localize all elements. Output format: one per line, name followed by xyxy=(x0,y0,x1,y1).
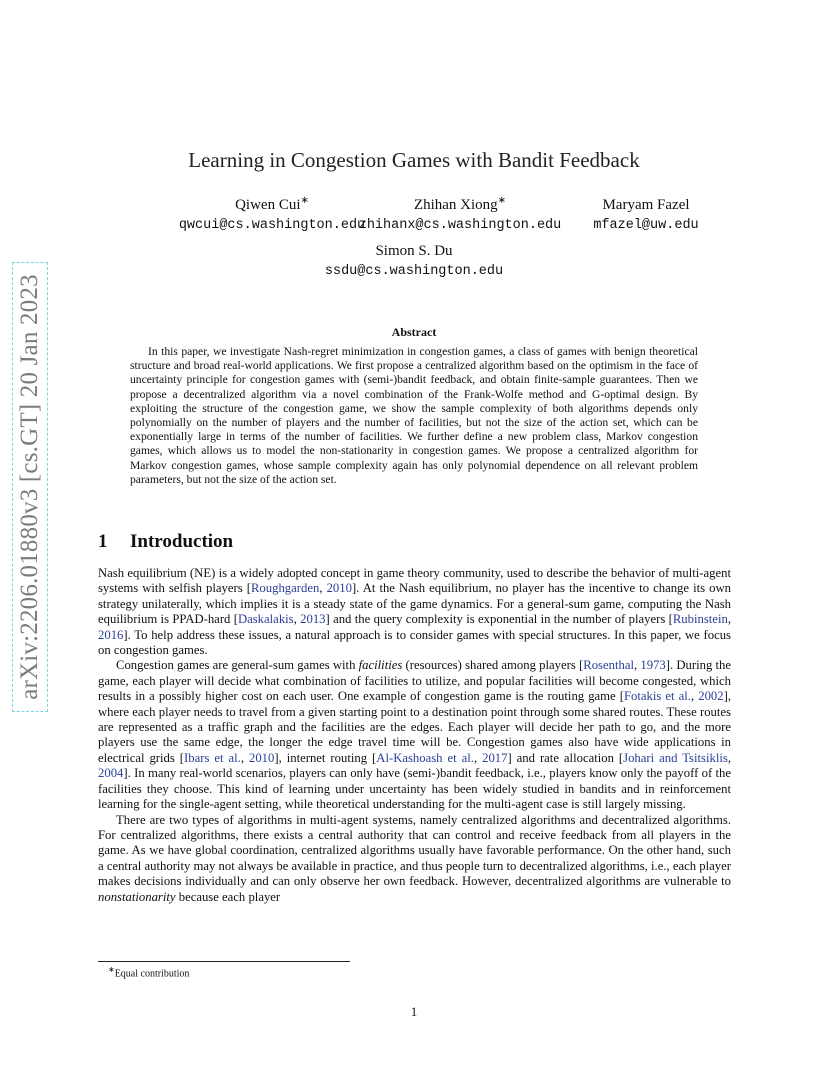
text-run: , xyxy=(319,581,327,596)
text-run: , xyxy=(633,658,641,673)
paper-title: Learning in Congestion Games with Bandit Feedback xyxy=(188,148,640,172)
footnote-mark: ∗ xyxy=(108,965,115,974)
section-heading xyxy=(98,531,233,553)
footnote xyxy=(108,965,189,979)
citation-link[interactable]: Al-Kashoash et al. xyxy=(376,750,474,765)
abstract-heading: Abstract xyxy=(391,325,437,339)
abstract-text: In this paper, we investigate Nash-regret minimization in congestion games, a class of games with benign theoretical structure and broad real-world applications. We first propose a centralized algorithm based on the optimism in the face of uncertainty principle for congestion games with (semi-)bandit feedback, and obtain finite-sample guarantees. Then we propose a decentralized algorithm via a novel combination of the Frank-Wolfe method and G-optimal design. By exploiting the structure of the congestion game, we show the sample complexity of both algorithms depends only polynomially on the number of players and the number of facilities, but not the size of the action set, which can be exponentially large in terms of the number of facilities. We further define a new problem class, Markov congestion games, which allows us to model the non-stationarity in congestion games. We propose a centralized algorithm for Markov congestion games, whose sample complexity again has only polynomial dependence on all relevant problem parameters, but not the size of the action set. xyxy=(130,345,698,486)
author-mark: ∗ xyxy=(497,195,507,206)
section-title: Introduction xyxy=(130,531,234,552)
emphasis: nonstationarity xyxy=(98,889,176,904)
citation-link[interactable]: Fotakis et al. xyxy=(623,689,691,704)
citation-link[interactable]: Ibars et al. xyxy=(184,750,241,765)
author-name: Maryam Fazel xyxy=(602,197,690,213)
author-email: zhihanx@cs.washington.edu xyxy=(358,218,562,233)
text-run: There are two types of algorithms in multi-agent systems, namely centralized algorithms and decentralized algorithms. For centralized algorithms, there exists a central authority that can control and receive feedback from all players in the game. As we have global coordination, centralized algorithms usually have favorable performance. On the other hand, such a central authority may not always be available in practice, and thus people turn to decentralized algorithms, i.e., each player makes decisions individually and can only observe her own feedback. However, decentralized algorithms are vulnerable to xyxy=(98,812,731,889)
emphasis: facilities xyxy=(358,658,403,673)
citation-link[interactable]: Daskalakis xyxy=(237,612,294,627)
paragraph xyxy=(98,566,731,658)
author-mark: ∗ xyxy=(300,195,309,206)
author-email: qwcui@cs.washington.edu xyxy=(178,218,366,233)
arxiv-id: arXiv:2206.01880v3 [cs.GT] 20 Jan 2023 xyxy=(16,274,43,700)
citation-link[interactable]: Johari and Tsitsiklis xyxy=(623,750,728,765)
footnote-rule xyxy=(98,961,350,962)
text-run: ], internet routing [ xyxy=(274,750,377,765)
author-block xyxy=(304,241,524,279)
citation-link[interactable]: 2004 xyxy=(98,766,124,781)
citation-link[interactable]: 2010 xyxy=(248,750,275,765)
citation-link[interactable]: 2002 xyxy=(698,689,724,704)
citation-link[interactable]: 2017 xyxy=(482,750,508,765)
text-run: , xyxy=(473,750,483,765)
paragraph xyxy=(98,813,731,905)
text-run: ]. To help address these issues, a natural approach is to consider games with special structures. In this paper, we focus on congestion games. xyxy=(98,627,731,658)
text-run: ]. In many real-world scenarios, players can only have (semi-)bandit feedback, i.e., players know only the payoff of the facilities they choose. This kind of learning under uncertainty has been widely studied in bandits and in reinforcement learning for the single-agent setting, while theoretical understanding for the multi-agent case is still largely missing. xyxy=(98,766,731,812)
author-name: Qiwen Cui xyxy=(235,197,301,213)
citation-link[interactable]: 2010 xyxy=(326,581,352,596)
author-name: Zhihan Xiong xyxy=(413,197,498,213)
text-run: , xyxy=(727,750,732,765)
author-email: mfazel@uw.edu xyxy=(593,218,699,233)
citation-link[interactable]: 1973 xyxy=(640,658,666,673)
text-run: ] and the query complexity is exponential in the number of players [ xyxy=(325,612,673,627)
text-run: Nash equilibrium (NE) is a widely adopted concept in game theory community, used to describe the behavior of multi-agent systems with selfish players [ xyxy=(98,566,731,596)
footnote-text: Equal contribution xyxy=(114,968,190,980)
section-number: 1 xyxy=(98,531,108,552)
paragraph xyxy=(98,658,731,812)
text-run: because each player xyxy=(175,889,281,904)
citation-link[interactable]: Roughgarden xyxy=(250,581,320,596)
page-number: 1 xyxy=(410,1004,418,1019)
citation-link[interactable]: Rosenthal xyxy=(583,658,634,673)
citation-link[interactable]: 2016 xyxy=(98,627,124,642)
body-text xyxy=(98,566,731,905)
citation-link[interactable]: 2013 xyxy=(300,612,326,627)
text-run: ]. During the game, each player will decide what combination of facilities to utilize, and popular facilities will become congested, which results in a possibly higher cost on each user. One example of congestion game is the routing game [ xyxy=(98,658,732,704)
text-run: ], where each player needs to travel from a given starting point to a destination point through some shared routes. These routes are represented as a traffic graph and the facilities are the edges. Each player will decide her path to go, and the more players use the same edge, the longer the edge travel time will be. Congestion games also have wide applications in electrical grids [ xyxy=(98,689,731,765)
author-name: Simon S. Du xyxy=(375,243,453,259)
author-block xyxy=(340,195,580,233)
text-run: , xyxy=(293,612,301,627)
text-run: , xyxy=(727,612,731,627)
citation-link[interactable]: Rubinstein xyxy=(672,612,728,627)
text-run: (resources) shared among players [ xyxy=(402,658,584,673)
text-run: ] and rate allocation [ xyxy=(507,750,624,765)
text-run: ]. At the Nash equilibrium, no player has the incentive to change its own strategy unilaterally, which implies it is a steady state of the game dynamics. For a general-sum game, computing the Nash equilibrium is PPAD-hard [ xyxy=(98,581,731,627)
text-run: Congestion games are general-sum games with xyxy=(116,658,359,673)
author-block xyxy=(576,195,716,233)
text-run: , xyxy=(690,689,699,704)
author-email: ssdu@cs.washington.edu xyxy=(324,264,504,279)
text-run: , xyxy=(240,750,249,765)
